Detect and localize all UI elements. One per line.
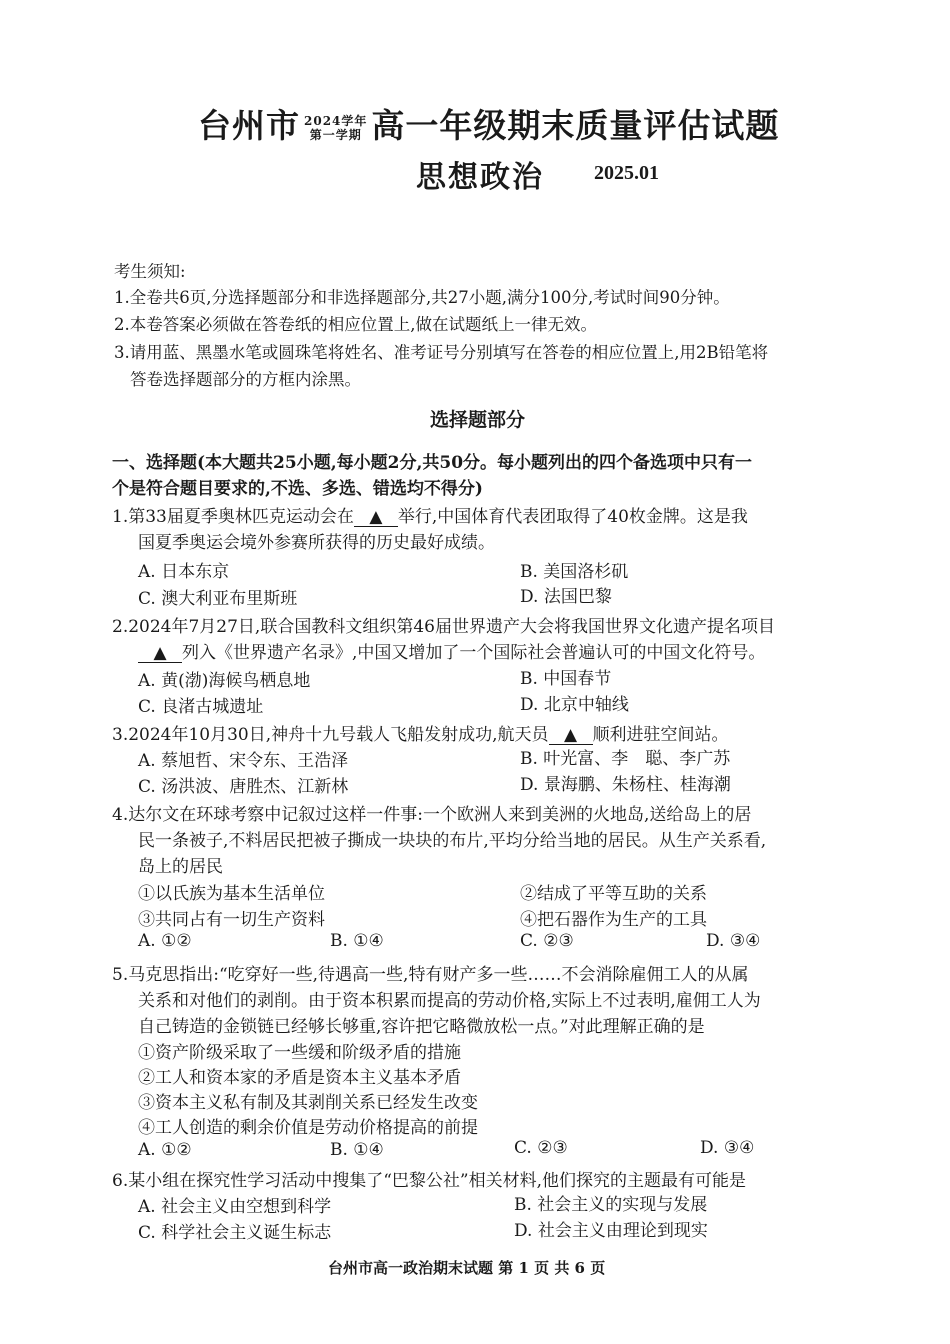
term-stack xyxy=(304,114,367,142)
q4-option-b: B. ①④ xyxy=(330,931,384,951)
q3-option-a: A. 蔡旭哲、宋令东、王浩泽 xyxy=(138,751,349,771)
q3-text-b: 顺利进驻空间站。 xyxy=(592,725,729,745)
question-4-line1: 4.达尔文在环球考察中记叙过这样一件事:一个欧洲人来到美洲的火地岛,送给岛上的居 xyxy=(112,805,752,825)
q2-option-c: C. 良渚古城遗址 xyxy=(138,697,264,717)
notice-item-1: 1.全卷共6页,分选择题部分和非选择题部分,共27小题,满分100分,考试时间90分钟。 xyxy=(114,288,730,307)
q4-option-a: A. ①② xyxy=(138,931,192,951)
question-5-line3: 自己铸造的金锁链已经够长够重,容许把它略微放松一点。”对此理解正确的是 xyxy=(138,1017,705,1037)
section-title: 选择题部分 xyxy=(430,409,526,431)
city-name: 台州市 xyxy=(198,106,300,145)
q4-statement-3: ③共同占有一切生产资料 xyxy=(138,910,325,930)
q4-statement-2: ②结成了平等互助的关系 xyxy=(520,884,707,904)
question-1-line2: 国夏季奥运会境外参赛所获得的历史最好成绩。 xyxy=(138,533,495,553)
notice-item-2: 2.本卷答案必须做在答卷纸的相应位置上,做在试题纸上一律无效。 xyxy=(114,315,597,334)
part-heading-line1: 一、选择题(本大题共25小题,每小题2分,共50分。每小题列出的四个备选项中只有一 xyxy=(112,453,753,473)
q3-option-d: D. 景海鹏、朱杨柱、桂海潮 xyxy=(520,775,731,795)
question-2-line1: 2.2024年7月27日,联合国教科文组织第46届世界遗产大会将我国世界文化遗产提名项目 xyxy=(112,617,775,637)
question-6-line1: 6.某小组在探究性学习活动中搜集了“巴黎公社”相关材料,他们探究的主题最有可能是 xyxy=(112,1171,747,1191)
q5-statement-3: ③资本主义私有制及其剥削关系已经发生改变 xyxy=(138,1093,478,1113)
q4-option-d: D. ③④ xyxy=(706,931,761,951)
notice-item-3-cont: 答卷选择题部分的方框内涂黑。 xyxy=(130,370,361,389)
q1-option-b: B. 美国洛杉矶 xyxy=(520,562,629,582)
q5-option-d: D. ③④ xyxy=(700,1138,755,1158)
question-4-line2: 民一条被子,不料居民把被子撕成一块块的布片,平均分给当地的居民。从生产关系看, xyxy=(138,831,767,851)
q5-statement-1: ①资产阶级采取了一些缓和阶级矛盾的措施 xyxy=(138,1043,461,1063)
q5-statement-2: ②工人和资本家的矛盾是资本主义基本矛盾 xyxy=(138,1068,461,1088)
q5-option-b: B. ①④ xyxy=(330,1140,384,1160)
q1-option-a: A. 日本东京 xyxy=(138,562,230,582)
q1-option-c: C. 澳大利亚布里斯班 xyxy=(138,589,298,609)
q6-option-c: C. 科学社会主义诞生标志 xyxy=(138,1223,332,1243)
exam-title xyxy=(198,100,779,147)
q3-text-a: 3.2024年10月30日,神舟十九号载人飞船发射成功,航天员 xyxy=(112,725,549,745)
q5-option-a: A. ①② xyxy=(138,1140,192,1160)
q2-option-b: B. 中国春节 xyxy=(520,669,612,689)
q2-text-b: 列入《世界遗产名录》,中国又增加了一个国际社会普遍认可的中国文化符号。 xyxy=(182,643,766,663)
q2-option-d: D. 北京中轴线 xyxy=(520,695,629,715)
blank-marker: ▲ xyxy=(549,726,593,745)
q1-text-b: 举行,中国体育代表团取得了40枚金牌。这是我 xyxy=(397,507,748,527)
q3-option-c: C. 汤洪波、唐胜杰、江新林 xyxy=(138,777,349,797)
q6-option-b: B. 社会主义的实现与发展 xyxy=(514,1195,708,1215)
question-3-line1 xyxy=(112,720,729,745)
q5-statement-4: ④工人创造的剩余价值是劳动价格提高的前提 xyxy=(138,1118,478,1138)
q4-statement-4: ④把石器作为生产的工具 xyxy=(520,910,707,930)
blank-marker: ▲ xyxy=(354,508,398,527)
q3-option-b: B. 叶光富、李 聪、李广苏 xyxy=(520,749,731,769)
q5-option-c: C. ②③ xyxy=(514,1138,568,1158)
question-1-line1 xyxy=(112,502,748,527)
part-heading-line2: 个是符合题目要求的,不选、多选、错选均不得分) xyxy=(112,479,483,499)
q4-option-c: C. ②③ xyxy=(520,931,574,951)
subject-title: 思想政治 xyxy=(416,160,544,195)
term-year: 2024学年 xyxy=(304,114,368,128)
q1-text-a: 1.第33届夏季奥林匹克运动会在 xyxy=(112,507,354,527)
notice-item-3: 3.请用蓝、黑墨水笔或圆珠笔将姓名、准考证号分别填写在答卷的相应位置上,用2B铅笔将 xyxy=(114,343,769,362)
notice-heading: 考生须知: xyxy=(114,262,186,281)
exam-date: 2025.01 xyxy=(594,162,659,184)
question-5-line1: 5.马克思指出:“吃穿好一些,待遇高一些,特有财产多一些……不会消除雇佣工人的从属 xyxy=(112,965,749,985)
title-text: 高一年级期末质量评估试题 xyxy=(371,106,780,145)
page-footer: 台州市高一政治期末试题 第 1 页 共 6 页 xyxy=(328,1259,606,1277)
q6-option-a: A. 社会主义由空想到科学 xyxy=(138,1197,332,1217)
term-semester: 第一学期 xyxy=(309,128,362,142)
q2-option-a: A. 黄(渤)海候鸟栖息地 xyxy=(138,671,311,691)
question-2-line2 xyxy=(138,638,765,663)
question-5-line2: 关系和对他们的剥削。由于资本积累而提高的劳动价格,实际上不过表明,雇佣工人为 xyxy=(138,991,761,1011)
blank-marker: ▲ xyxy=(138,644,182,663)
q6-option-d: D. 社会主义由理论到现实 xyxy=(514,1221,708,1241)
question-4-line3: 岛上的居民 xyxy=(138,857,223,877)
q1-option-d: D. 法国巴黎 xyxy=(520,587,612,607)
q4-statement-1: ①以氏族为基本生活单位 xyxy=(138,884,325,904)
